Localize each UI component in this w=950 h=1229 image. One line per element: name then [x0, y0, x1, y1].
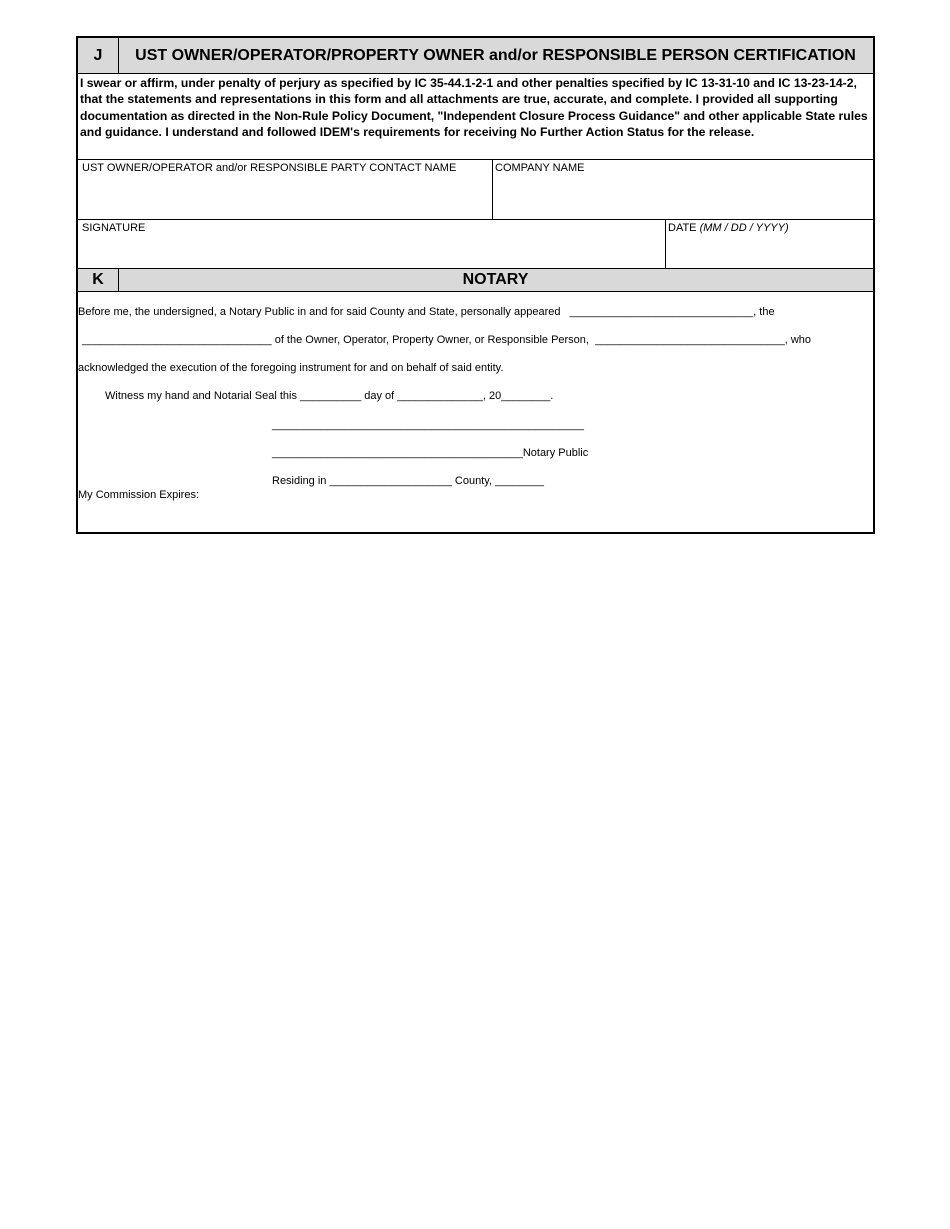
notary-line-witness: Witness my hand and Notarial Seal this __________ day of ______________, 20________.: [105, 390, 554, 402]
certification-statement: I swear or affirm, under penalty of perjury as specified by IC 35-44.1-2-1 and other penalties specified by IC 13-31-10 and IC 13-23-14-2, that the statements and representations in this form and all attachments are true, accurate, and complete. I provided all supporting documentation as directed in the Non-Rule Policy Document, "Independent Closure Process Guidance" and other applicable State rules and guidance. I understand and followed IDEM's requirements for receiving No Further Action Status for the release.: [80, 76, 868, 139]
notary-residing-line[interactable]: Residing in ____________________ County, ________: [272, 475, 544, 487]
company-name-field[interactable]: [493, 160, 873, 220]
signature-row: [78, 219, 873, 269]
date-label-wrap: [668, 222, 789, 234]
date-field[interactable]: [666, 220, 873, 269]
company-name-label: COMPANY NAME: [495, 162, 585, 174]
signature-label: SIGNATURE: [82, 222, 146, 234]
date-format-hint: (MM / DD / YYYY): [699, 222, 789, 234]
notary-public-line[interactable]: _________________________________________Notary Public: [272, 447, 589, 459]
section-k-letter: K: [78, 269, 119, 291]
contact-name-field[interactable]: [78, 160, 493, 220]
notary-line-acknowledged: acknowledged the execution of the foregoing instrument for and on behalf of said entity.: [78, 362, 504, 374]
commission-expires-label: My Commission Expires:: [78, 489, 200, 501]
notary-line-title: _______________________________ of the Owner, Operator, Property Owner, or Responsible Person, _______________________________, who: [82, 334, 812, 346]
section-k-title: NOTARY: [462, 271, 529, 288]
notary-signature-line[interactable]: ___________________________________________________: [272, 419, 585, 431]
signature-field[interactable]: [78, 220, 666, 269]
date-label: DATE: [668, 222, 697, 234]
contact-name-label: UST OWNER/OPERATOR and/or RESPONSIBLE PARTY CONTACT NAME: [82, 162, 457, 174]
section-j-title: UST OWNER/OPERATOR/PROPERTY OWNER and/or RESPONSIBLE PERSON CERTIFICATION: [135, 46, 856, 64]
notary-line-appeared: Before me, the undersigned, a Notary Public in and for said County and State, personally appeared ______________________________, the: [78, 306, 775, 318]
contact-row: [78, 159, 873, 220]
section-j-header: [78, 38, 873, 74]
section-j-letter: J: [78, 38, 119, 73]
certification-form: [76, 36, 875, 534]
section-k-header: [78, 268, 873, 292]
